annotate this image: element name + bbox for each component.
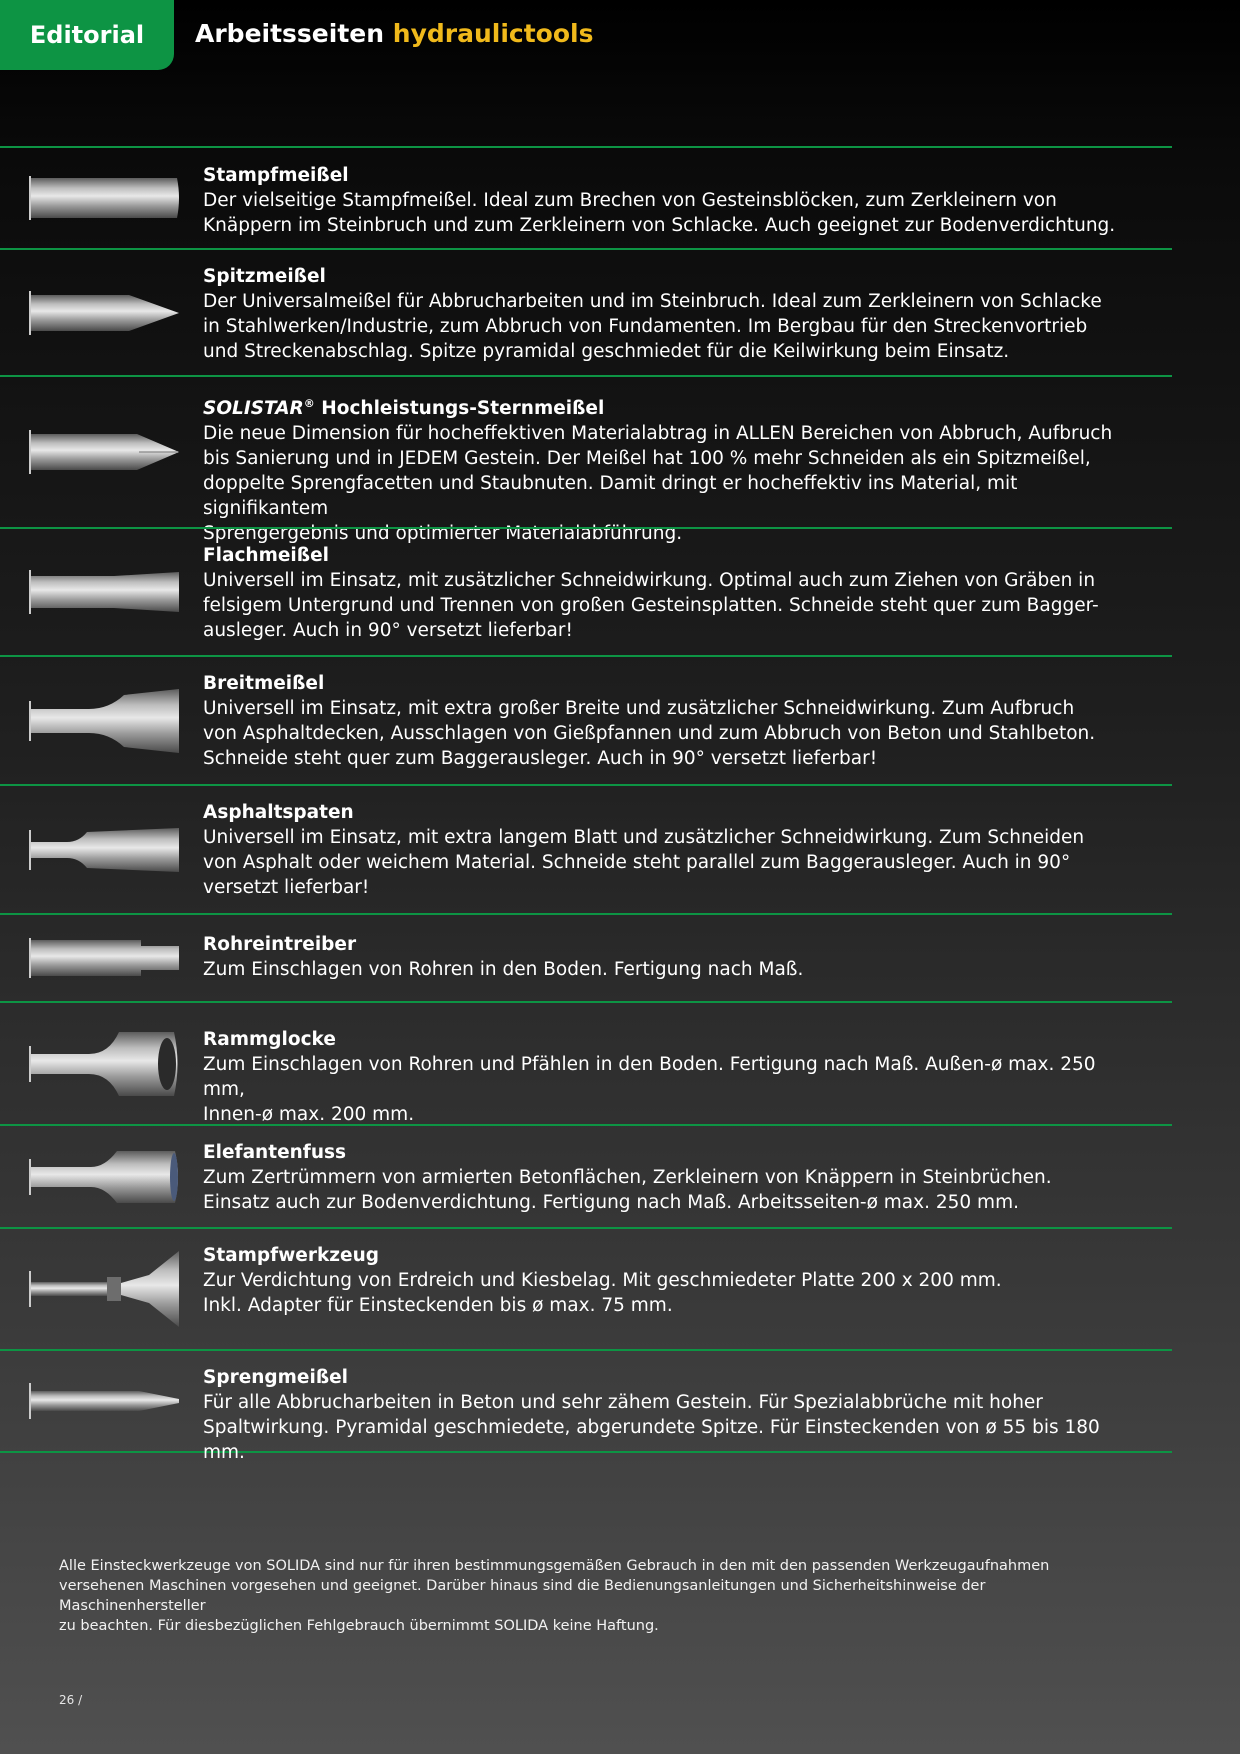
tool-description: Zum Zertrümmern von armierten Betonflächen, Zerkleinern von Knäppern in Steinbrüchen. Einsatz auch zur Bodenverdichtung. Fertigung nach Maß. Arbeitsseiten-ø max. 250 mm. — [203, 1167, 1052, 1213]
tool-description: Zum Einschlagen von Rohren und Pfählen in den Boden. Fertigung nach Maß. Außen-ø max. 250 mm, Innen-ø max. 200 mm. — [203, 1054, 1096, 1125]
breitmeissel-tool-image — [28, 681, 180, 761]
tool-item-stampfmeissel — [0, 146, 1172, 248]
editorial-tab[interactable] — [0, 0, 174, 70]
tool-item-flachmeissel — [0, 527, 1172, 655]
tool-title: Rammglocke — [203, 1029, 336, 1050]
tool-item-rohreintreiber — [0, 913, 1172, 1001]
tool-item-elefantenfuss — [0, 1124, 1172, 1227]
solistar-tool-image — [28, 412, 180, 492]
tool-item-spitzmeissel — [0, 248, 1172, 375]
tool-item-rammglocke — [0, 1001, 1172, 1124]
disclaimer-text: Alle Einsteckwerkzeuge von SOLIDA sind nur für ihren bestimmungsgemäßen Gebrauch in den mit den passenden Werkzeugaufnahmen versehenen Maschinen vorgesehen und geeignet. Darüber hinaus sind die Bedienungsanleitungen und Sicherheitshinweise der Maschinenhersteller zu beachten. Für diesbezüglichen Fehlgebrauch übernimmt SOLIDA keine Haftung. — [59, 1558, 1050, 1634]
tool-description: Universell im Einsatz, mit extra langem Blatt und zusätzlicher Schneidwirkung. Zum Schneiden von Asphalt oder weichem Material. Schneide steht parallel zum Baggerausleger. Auch in 90° versetzt lieferbar! — [203, 827, 1085, 898]
tool-title: Sprengmeißel — [203, 1367, 349, 1388]
tool-title: Asphaltspaten — [203, 802, 354, 823]
tool-title: Stampfmeißel — [203, 165, 349, 186]
tool-title: Spitzmeißel — [203, 266, 326, 287]
tool-description: Der Universalmeißel für Abbrucharbeiten und im Steinbruch. Ideal zum Zerkleinern von Schlacke in Stahlwerken/Industrie, zum Abbruch von Fundamenten. Im Bergbau für den Streckenvortrieb und Streckenabschlag. Spitze pyramidal geschmiedet für die Keilwirkung beim Einsatz. — [203, 291, 1102, 362]
tool-item-sprengmeissel — [0, 1349, 1172, 1463]
rammglocke-tool-image — [28, 1024, 180, 1104]
tool-title: Flachmeißel — [203, 545, 329, 566]
tool-item-breitmeissel — [0, 655, 1172, 784]
stampfwerkzeug-tool-image — [28, 1249, 180, 1329]
tool-list — [0, 146, 1172, 1463]
tool-title: Breitmeißel — [203, 673, 325, 694]
registered-mark: ® — [303, 397, 315, 410]
asphaltspaten-tool-image — [28, 810, 180, 890]
sprengmeissel-tool-image — [28, 1361, 180, 1441]
tool-description: Universell im Einsatz, mit zusätzlicher Schneidwirkung. Optimal auch zum Ziehen von Gräben in felsigem Untergrund und Trennen von großen Gesteinsplatten. Schneide steht quer zum Bagger- ausleger. Auch in 90° versetzt lieferbar! — [203, 570, 1099, 641]
tool-description: Zur Verdichtung von Erdreich und Kiesbelag. Mit geschmiedeter Platte 200 x 200 mm. Inkl. Adapter für Einsteckenden bis ø max. 75 mm. — [203, 1270, 1002, 1316]
page-title-main: Arbeitsseiten — [195, 19, 385, 48]
page-number: 26 / — [59, 1693, 83, 1707]
tool-item-stampfwerkzeug — [0, 1227, 1172, 1349]
tool-title: Elefantenfuss — [203, 1142, 347, 1163]
tool-item-solistar — [0, 375, 1172, 545]
tool-title: Rohreintreiber — [203, 934, 357, 955]
elefantenfuss-tool-image — [28, 1137, 180, 1217]
spitzmeissel-tool-image — [28, 273, 180, 353]
tool-description: Die neue Dimension für hocheffektiven Materialabtrag in ALLEN Bereichen von Abbruch, Aufbruch bis Sanierung und in JEDEM Gestein. Der Meißel hat 100 % mehr Schneiden als ein Spitzmeißel, doppelte Sprengfacetten und Staubnuten. Damit dringt er hocheffektiv ins Material, mit signifikantem Sprengergebnis und optimierter Materialabführung. — [203, 423, 1113, 545]
flachmeissel-tool-image — [28, 552, 180, 632]
stampfmeissel-tool-image — [28, 158, 180, 238]
tool-description: Universell im Einsatz, mit extra großer Breite und zusätzlicher Schneidwirkung. Zum Aufbruch von Asphaltdecken, Ausschlagen von Gießpfannen und zum Abbruch von Beton und Stahlbeton. Schneide steht quer zum Baggerausleger. Auch in 90° versetzt lieferbar! — [203, 698, 1096, 769]
tool-description: Der vielseitige Stampfmeißel. Ideal zum Brechen von Gesteinsblöcken, zum Zerkleinern von Knäppern im Steinbruch und zum Zerkleinern von Schlacke. Auch geeignet zur Bodenverdichtung. — [203, 190, 1116, 236]
brand-name: SOLISTAR — [203, 398, 304, 420]
tool-title: Stampfwerkzeug — [203, 1245, 380, 1266]
tool-title-text: Hochleistungs-Sternmeißel — [321, 398, 605, 420]
tool-description: Für alle Abbrucharbeiten in Beton und sehr zähem Gestein. Für Spezialabbrüche mit hoher Spaltwirkung. Pyramidal geschmiedete, abgerundete Spitze. Für Einsteckenden von ø 55 bis 180 mm. — [203, 1392, 1100, 1463]
tool-item-asphaltspaten — [0, 784, 1172, 913]
tool-title — [203, 391, 1132, 421]
tool-description: Zum Einschlagen von Rohren in den Boden. Fertigung nach Maß. — [203, 959, 804, 980]
rohreintreiber-tool-image — [28, 918, 180, 998]
page-title-accent: hydraulictools — [392, 19, 594, 48]
page-title — [195, 15, 593, 53]
editorial-tab-label: Editorial — [29, 21, 145, 49]
